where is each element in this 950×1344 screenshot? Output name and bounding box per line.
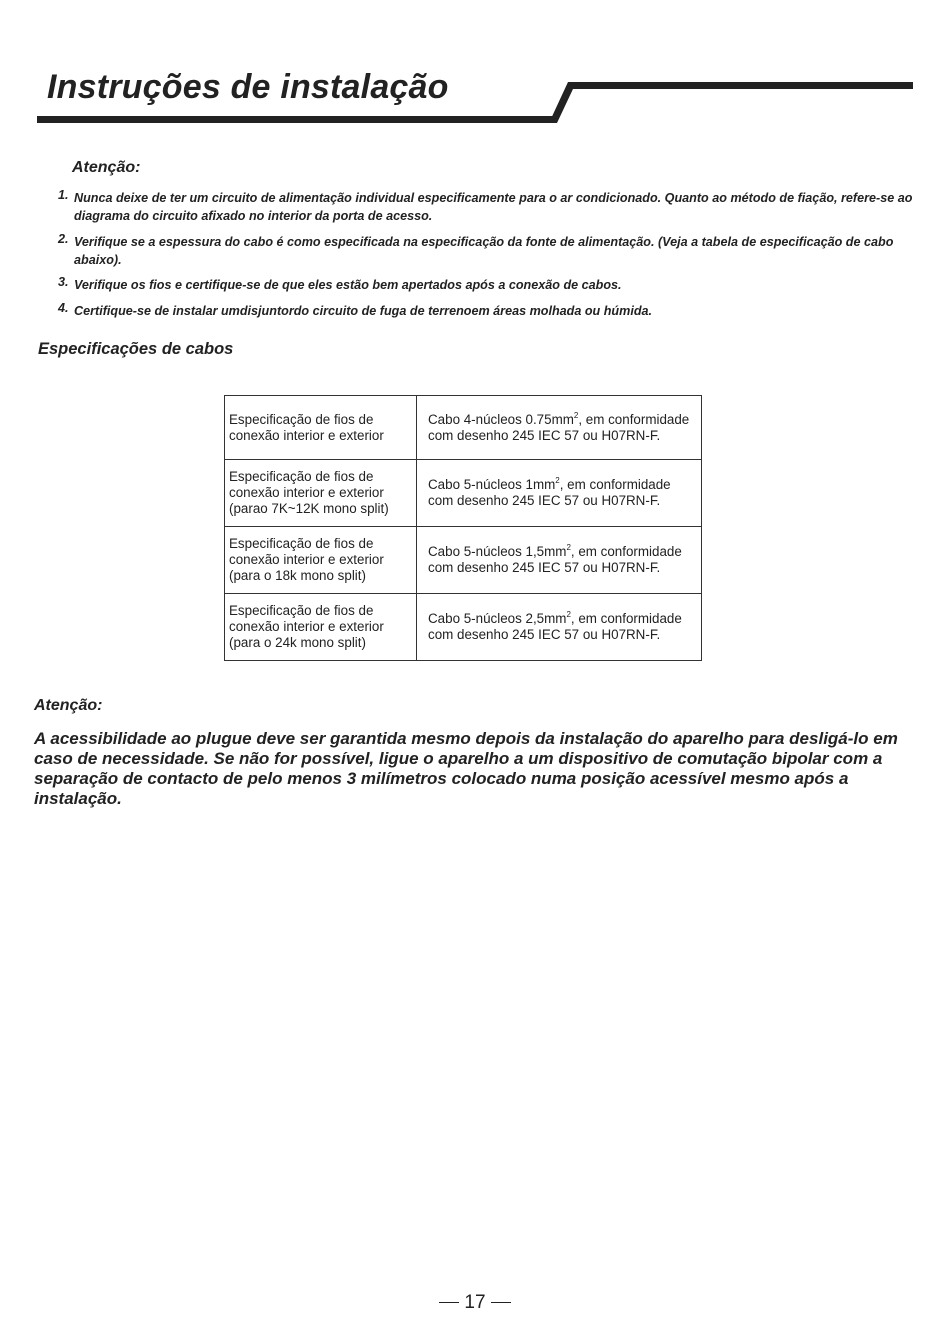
attention-heading-2: Atenção:: [34, 697, 103, 714]
table-cell-spec: Especificação de fios de conexão interior e exterior (para o 24k mono split): [225, 594, 417, 661]
table-cell-cable: Cabo 5-núcleos $1mm^2$, em conformidade com desenho 245 IEC 57 ou H07RN-F.: [417, 460, 702, 527]
list-item-number: 2.: [58, 232, 69, 246]
table-cell-spec: Especificação de fios de conexão interior e exterior (parao 7K~12K mono split): [225, 460, 417, 527]
table-row: [225, 460, 702, 527]
page-footer: [0, 1292, 950, 1314]
table-cell-cable: Cabo 5-núcleos $2,5mm^2$, em conformidade com desenho 245 IEC 57 ou H07RN-F.: [417, 594, 702, 661]
table-cell-cable: Cabo 5-núcleos $1,5mm^2$, em conformidade com desenho 245 IEC 57 ou H07RN-F.: [417, 527, 702, 594]
table-cell-cable: Cabo 4-núcleos $0.75mm^2$, em conformidade com desenho 245 IEC 57 ou H07RN-F.: [417, 396, 702, 460]
list-item-text: Nunca deixe de ter um circuito de alimentação individual especificamente para o ar condicionado. Quanto ao método de fiação, refere-se ao diagrama do circuito afixado no interior da porta de acesso.: [74, 191, 913, 223]
list-item: [56, 189, 916, 225]
list-item: [56, 302, 916, 320]
list-item-number: 1.: [58, 188, 69, 202]
list-item-text: Verifique os fios e certifique-se de que eles estão bem apertados após a conexão de cabos.: [74, 278, 622, 292]
header-rule: [0, 0, 950, 130]
table-cell-spec: Especificação de fios de conexão interior e exterior: [225, 396, 417, 460]
attention-heading: Atenção:: [72, 159, 141, 176]
list-item-text: Certifique-se de instalar umdisjuntordo circuito de fuga de terrenoem áreas molhada ou húmida.: [74, 304, 653, 318]
table-cell-spec: Especificação de fios de conexão interior e exterior (para o 18k mono split): [225, 527, 417, 594]
page-number: 17: [464, 1292, 486, 1313]
list-item-text: Verifique se a espessura do cabo é como especificada na especificação da fonte de alimentação. (Veja a tabela de especificação de cabo abaixo).: [74, 235, 894, 267]
list-item: [56, 276, 916, 294]
list-item-number: 4.: [58, 301, 69, 315]
table-row: [225, 396, 702, 460]
cable-spec-table: [224, 395, 702, 661]
cables-heading: Especificações de cabos: [38, 340, 234, 358]
page-title: Instruções de instalação: [47, 68, 449, 106]
table-row: [225, 527, 702, 594]
footer-dash: [439, 1302, 459, 1303]
warning-text: A acessibilidade ao plugue deve ser garantida mesmo depois da instalação do aparelho para desligá-lo em caso de necessidade. Se não for possível, ligue o aparelho a um dispositivo de comutação bipolar com a separação de contacto de pelo menos 3 milímetros colocado numa posição acessível mesmo após a instalação.: [34, 729, 898, 808]
list-item: [56, 233, 916, 269]
list-item-number: 3.: [58, 275, 69, 289]
table-row: [225, 594, 702, 661]
footer-dash: [491, 1302, 511, 1303]
